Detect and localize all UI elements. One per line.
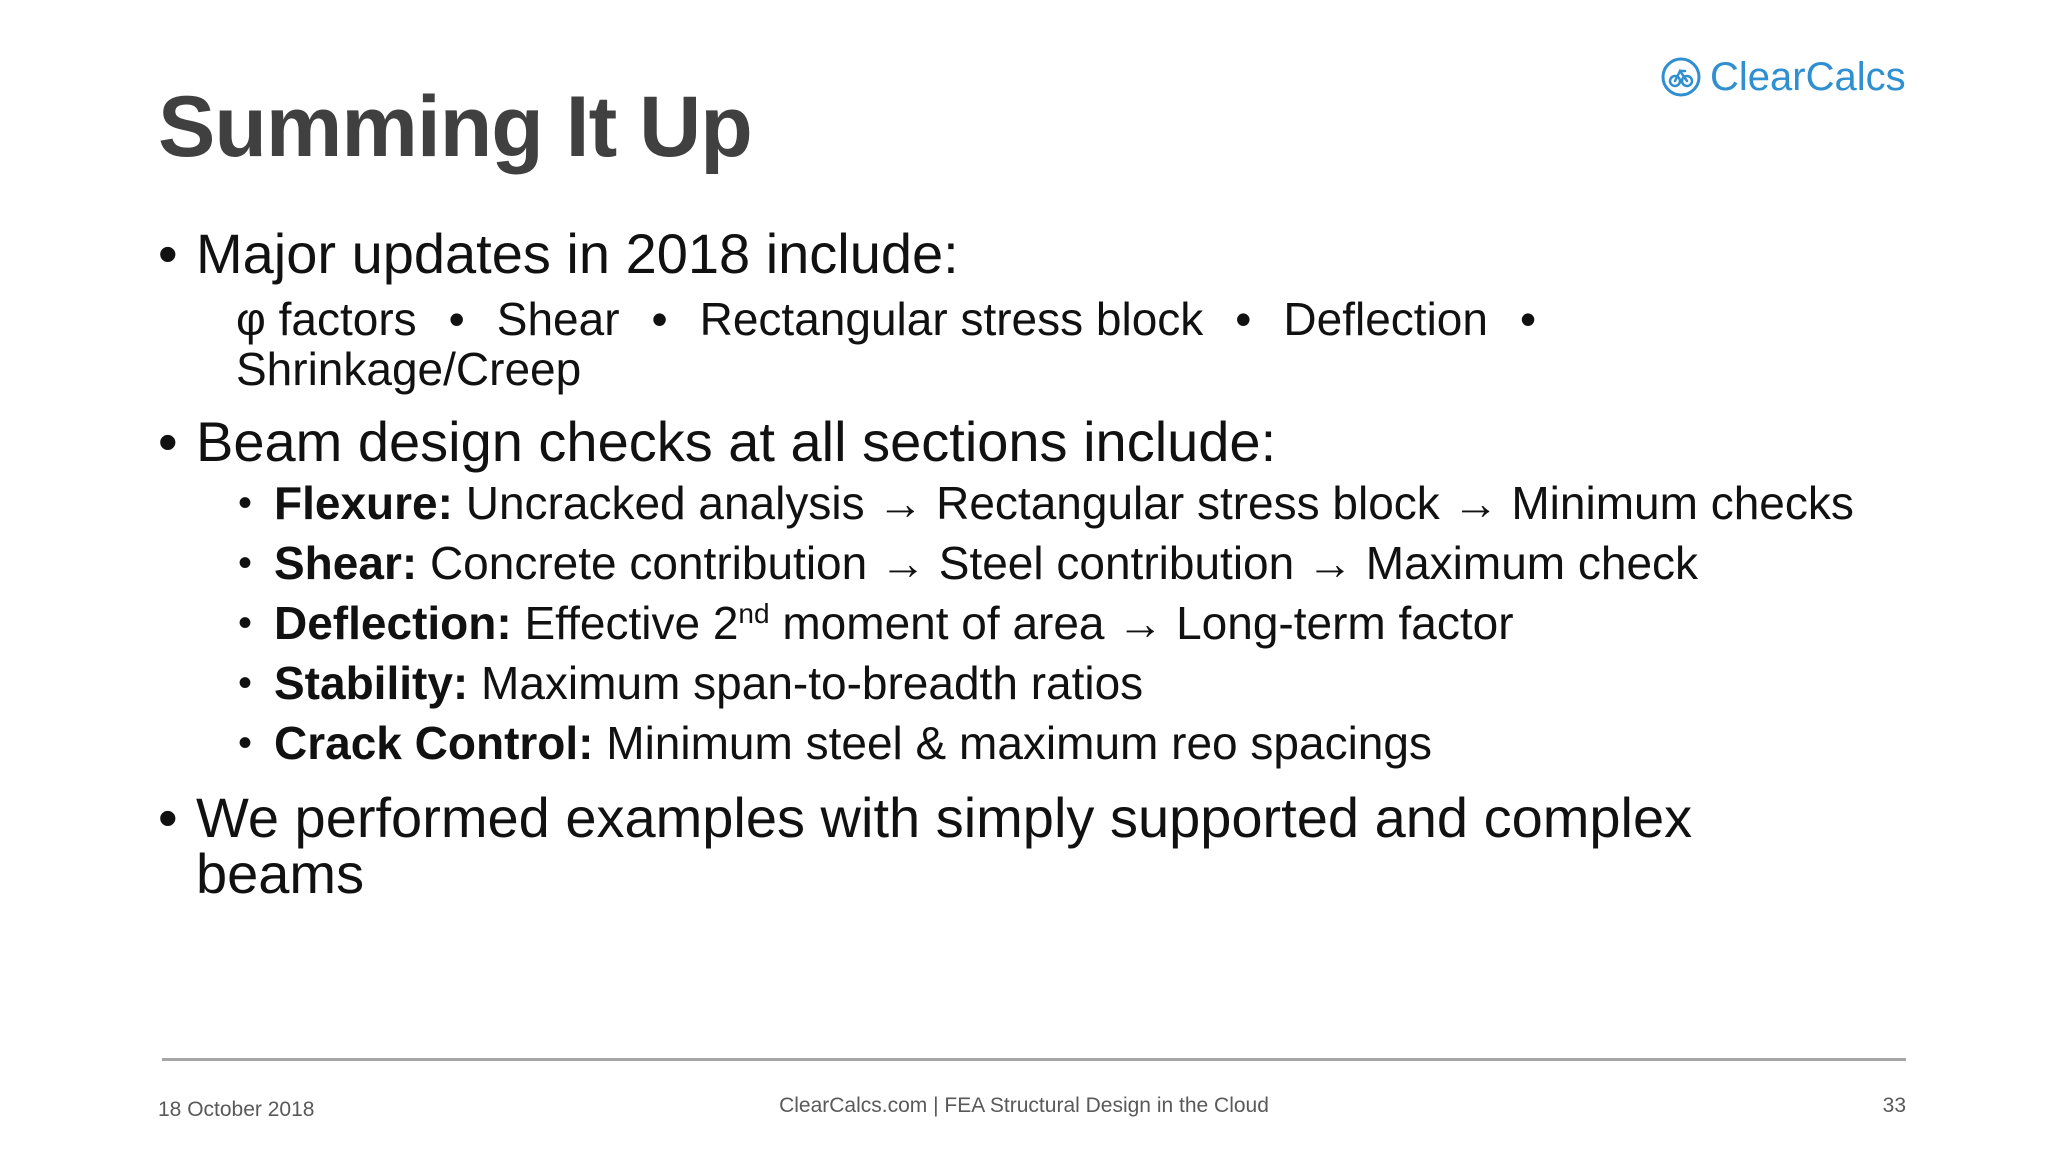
update-item: φ factors [236,293,417,345]
update-item: Rectangular stress block [699,293,1204,345]
bullet-text: Major updates in 2018 include: [196,222,959,285]
bullet-examples [158,786,1856,905]
bullet-marker: • [158,410,178,473]
bullet-marker: • [158,786,178,849]
check-flexure [158,478,1994,528]
separator-dot: • [448,293,465,345]
check-shear [158,538,1994,588]
slide-title: Summing It Up [158,79,752,175]
footer-page-number: 33 [1882,1094,1906,1117]
check-deflection [158,598,1994,648]
checks-list [158,478,1948,768]
update-item: Shrinkage/Creep [236,343,582,395]
bullet-text: Beam design checks at all sections include: [196,410,1277,473]
clearcalcs-logo [1660,56,1906,98]
check-label: Deflection: [274,597,512,649]
separator-dot: • [1235,293,1252,345]
check-crack-control [158,718,1994,768]
check-label: Shear: [274,537,418,589]
sub-bullet-marker: • [238,661,253,705]
sub-bullet-marker: • [238,601,253,645]
clearcalcs-logo-text: ClearCalcs [1710,55,1906,99]
check-text: Effective 2 [524,597,739,649]
footer-date: 18 October 2018 [158,1098,315,1121]
check-label: Stability: [274,657,469,709]
check-text: Maximum span-to-breadth ratios [481,657,1144,709]
superscript: nd [738,598,770,629]
check-text: Minimum steel & maximum reo spacings [606,717,1432,769]
check-label: Crack Control: [274,717,594,769]
updates-list [236,294,1656,394]
update-item: Shear [496,293,620,345]
clearcalcs-logo-icon [1660,56,1702,98]
separator-dot: • [1519,293,1537,345]
bullet-text: We performed examples with simply supported and complex beams [196,786,1693,905]
footer-divider [162,1058,1906,1061]
separator-dot: • [651,293,668,345]
sub-bullet-marker: • [238,481,253,525]
check-label: Flexure: [274,477,453,529]
slide-content [158,222,1948,905]
bullet-major-updates [158,222,1948,285]
bullet-beam-checks [158,410,1948,473]
check-text: moment of area → Long-term factor [782,597,1514,649]
footer-center-text: ClearCalcs.com | FEA Structural Design in the Cloud [779,1094,1269,1117]
check-text: Concrete contribution → Steel contribution → Maximum check [429,537,1699,589]
check-text: Uncracked analysis → Rectangular stress block → Minimum checks [465,477,1854,529]
check-stability [158,658,1994,708]
sub-bullet-marker: • [238,541,253,585]
update-item: Deflection [1283,293,1488,345]
sub-bullet-marker: • [238,721,253,765]
bullet-marker: • [158,222,178,285]
